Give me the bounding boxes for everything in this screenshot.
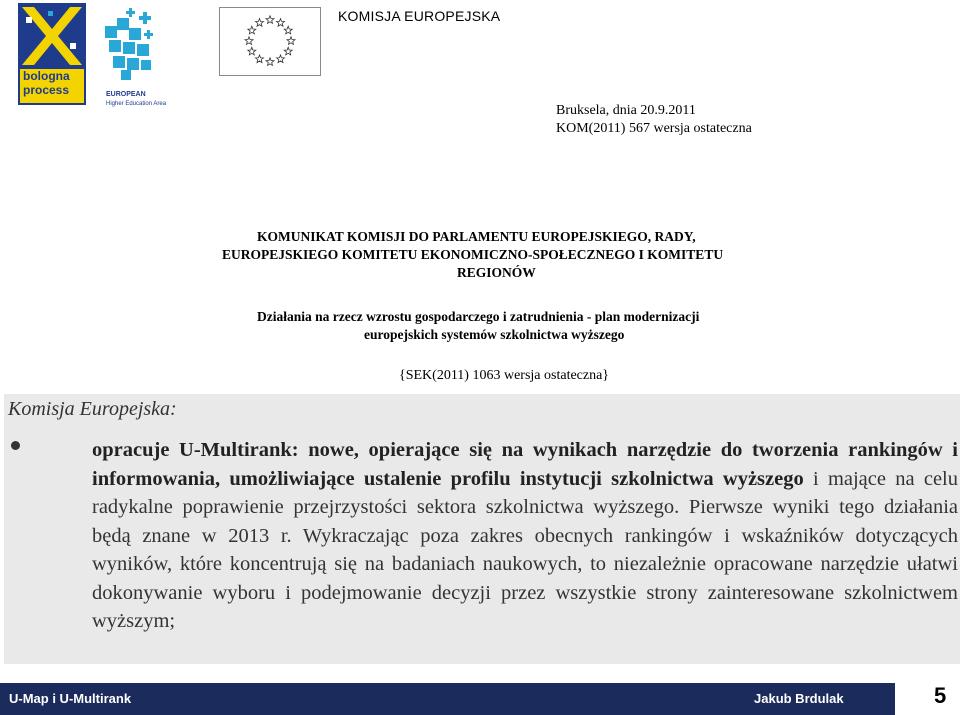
eu-star-icon xyxy=(245,37,253,45)
bologna-logo-text xyxy=(20,69,84,103)
commission-name: KOMISJA EUROPEJSKA xyxy=(338,8,501,24)
eu-star-icon xyxy=(256,55,264,63)
eu-flag-icon xyxy=(219,7,321,76)
title-line-3: REGIONÓW xyxy=(457,265,536,280)
eu-star-icon xyxy=(287,37,295,45)
page-number: 5 xyxy=(934,683,947,708)
eu-star-icon xyxy=(277,55,285,63)
excerpt-bold-part: opracuje U-Multirank: nowe, opierające się na wynikach narzędzie do tworzenia rankingów i informowania, umożliwiające ustalenie profilu instytucji szkolnictwa wyższego xyxy=(92,439,958,490)
footer-bar xyxy=(0,683,895,715)
bullet-dot xyxy=(11,441,20,450)
bologna-logo-line1: bologna xyxy=(23,69,70,83)
bologna-process-logo xyxy=(18,3,86,105)
document-date: Bruksela, dnia 20.9.2011 xyxy=(556,103,696,118)
ehea-logo-line2: Higher Education Area xyxy=(106,101,167,107)
eu-star-icon xyxy=(266,58,274,66)
excerpt-rest: i mające na celu radykalne poprawienie przejrzystości sektora szkolnictwa wyższego. Pierwsze wyniki tego działania będą znane w 2013 r. Wykraczając poza zakres obecnych rankingów i wskaźników dotyczących wyników, które koncentrują się na badaniach naukowych, to niezależnie opracowane narzędzie ułatwi dokonywanie wyboru i podejmowanie decyzji przez wszystkie strony zainteresowane szkolnictwem wyższym; xyxy=(92,467,958,632)
ehea-logo xyxy=(103,8,193,107)
title-line-1: KOMUNIKAT KOMISJI DO PARLAMENTU EUROPEJSKIEGO, RADY, xyxy=(257,229,696,244)
eu-star-icon xyxy=(248,47,256,55)
document-reference: KOM(2011) 567 wersja ostateczna xyxy=(556,121,752,136)
eu-star-icon xyxy=(277,19,285,27)
sek-reference: {SEK(2011) 1063 wersja ostateczna} xyxy=(399,368,610,383)
eu-star-icon xyxy=(248,26,256,34)
ehea-puzzle-icon xyxy=(103,8,193,88)
subtitle-line-2: europejskich systemów szkolnictwa wyższego xyxy=(364,327,625,342)
eu-star-icon xyxy=(284,26,292,34)
ehea-logo-line1: EUROPEAN xyxy=(106,91,146,98)
eu-stars-circle xyxy=(220,8,320,75)
footer-author: Jakub Brdulak xyxy=(754,691,844,706)
bologna-x-mark-icon xyxy=(18,3,86,69)
title-line-2: EUROPEJSKIEGO KOMITETU EKONOMICZNO-SPOŁECZNEGO I KOMITETU xyxy=(222,247,724,262)
subtitle-line-1: Działania na rzecz wzrostu gospodarczego i zatrudnienia - plan modernizacji xyxy=(257,309,700,324)
eu-star-icon xyxy=(266,16,274,24)
excerpt-heading: Komisja Europejska: xyxy=(8,398,177,420)
eu-star-icon xyxy=(284,47,292,55)
bologna-logo-line2: process xyxy=(23,83,70,97)
excerpt-body xyxy=(92,436,958,636)
footer-title: U-Map i U-Multirank xyxy=(9,691,132,706)
eu-star-icon xyxy=(256,19,264,27)
